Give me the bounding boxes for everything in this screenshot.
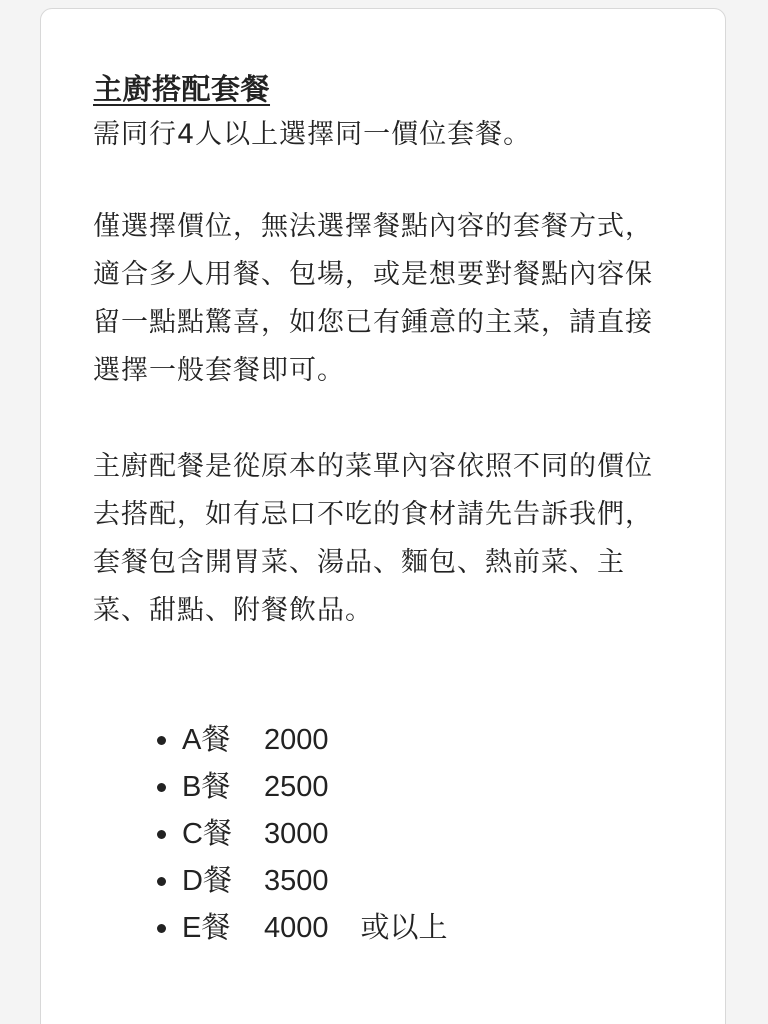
- meal-price: 2500: [264, 771, 329, 803]
- meal-price: 3500: [264, 865, 329, 897]
- article-body: [93, 67, 673, 952]
- list-item: [157, 905, 673, 952]
- set-menu-description: 僅選擇價位，無法選擇餐點內容的套餐方式，適合多人用餐、包場，或是想要對餐點內容保留一點點驚喜，如您已有鍾意的主菜，請直接選擇一般套餐即可。: [93, 211, 653, 386]
- chef-menu-description: 主廚配餐是從原本的菜單內容依照不同的價位去搭配，如有忌口不吃的食材請先告訴我們，套餐包含開胃菜、湯品、麵包、熱前菜、主菜、甜點、附餐飲品。: [93, 451, 653, 626]
- list-item: [157, 858, 673, 905]
- bullet-icon: [157, 877, 166, 886]
- list-item: [157, 764, 673, 811]
- group-size-note: 需同行4人以上選擇同一價位套餐。: [93, 119, 532, 150]
- meal-name: C餐: [182, 818, 232, 850]
- list-item: [157, 811, 673, 858]
- meal-price: 4000: [264, 912, 329, 944]
- bullet-icon: [157, 736, 166, 745]
- bullet-icon: [157, 830, 166, 839]
- meal-name: B餐: [182, 771, 231, 803]
- bullet-icon: [157, 924, 166, 933]
- content-card: [40, 8, 726, 1024]
- list-item: [157, 717, 673, 764]
- page-title: 主廚搭配套餐: [93, 72, 271, 106]
- meal-name: E餐: [182, 912, 231, 944]
- bullet-icon: [157, 783, 166, 792]
- meal-name: A餐: [182, 724, 231, 756]
- meal-price: 2000: [264, 724, 329, 756]
- meal-name: D餐: [182, 865, 232, 897]
- meal-price-note: 或以上: [360, 912, 448, 944]
- meal-price: 3000: [264, 818, 329, 850]
- price-list: [93, 717, 673, 952]
